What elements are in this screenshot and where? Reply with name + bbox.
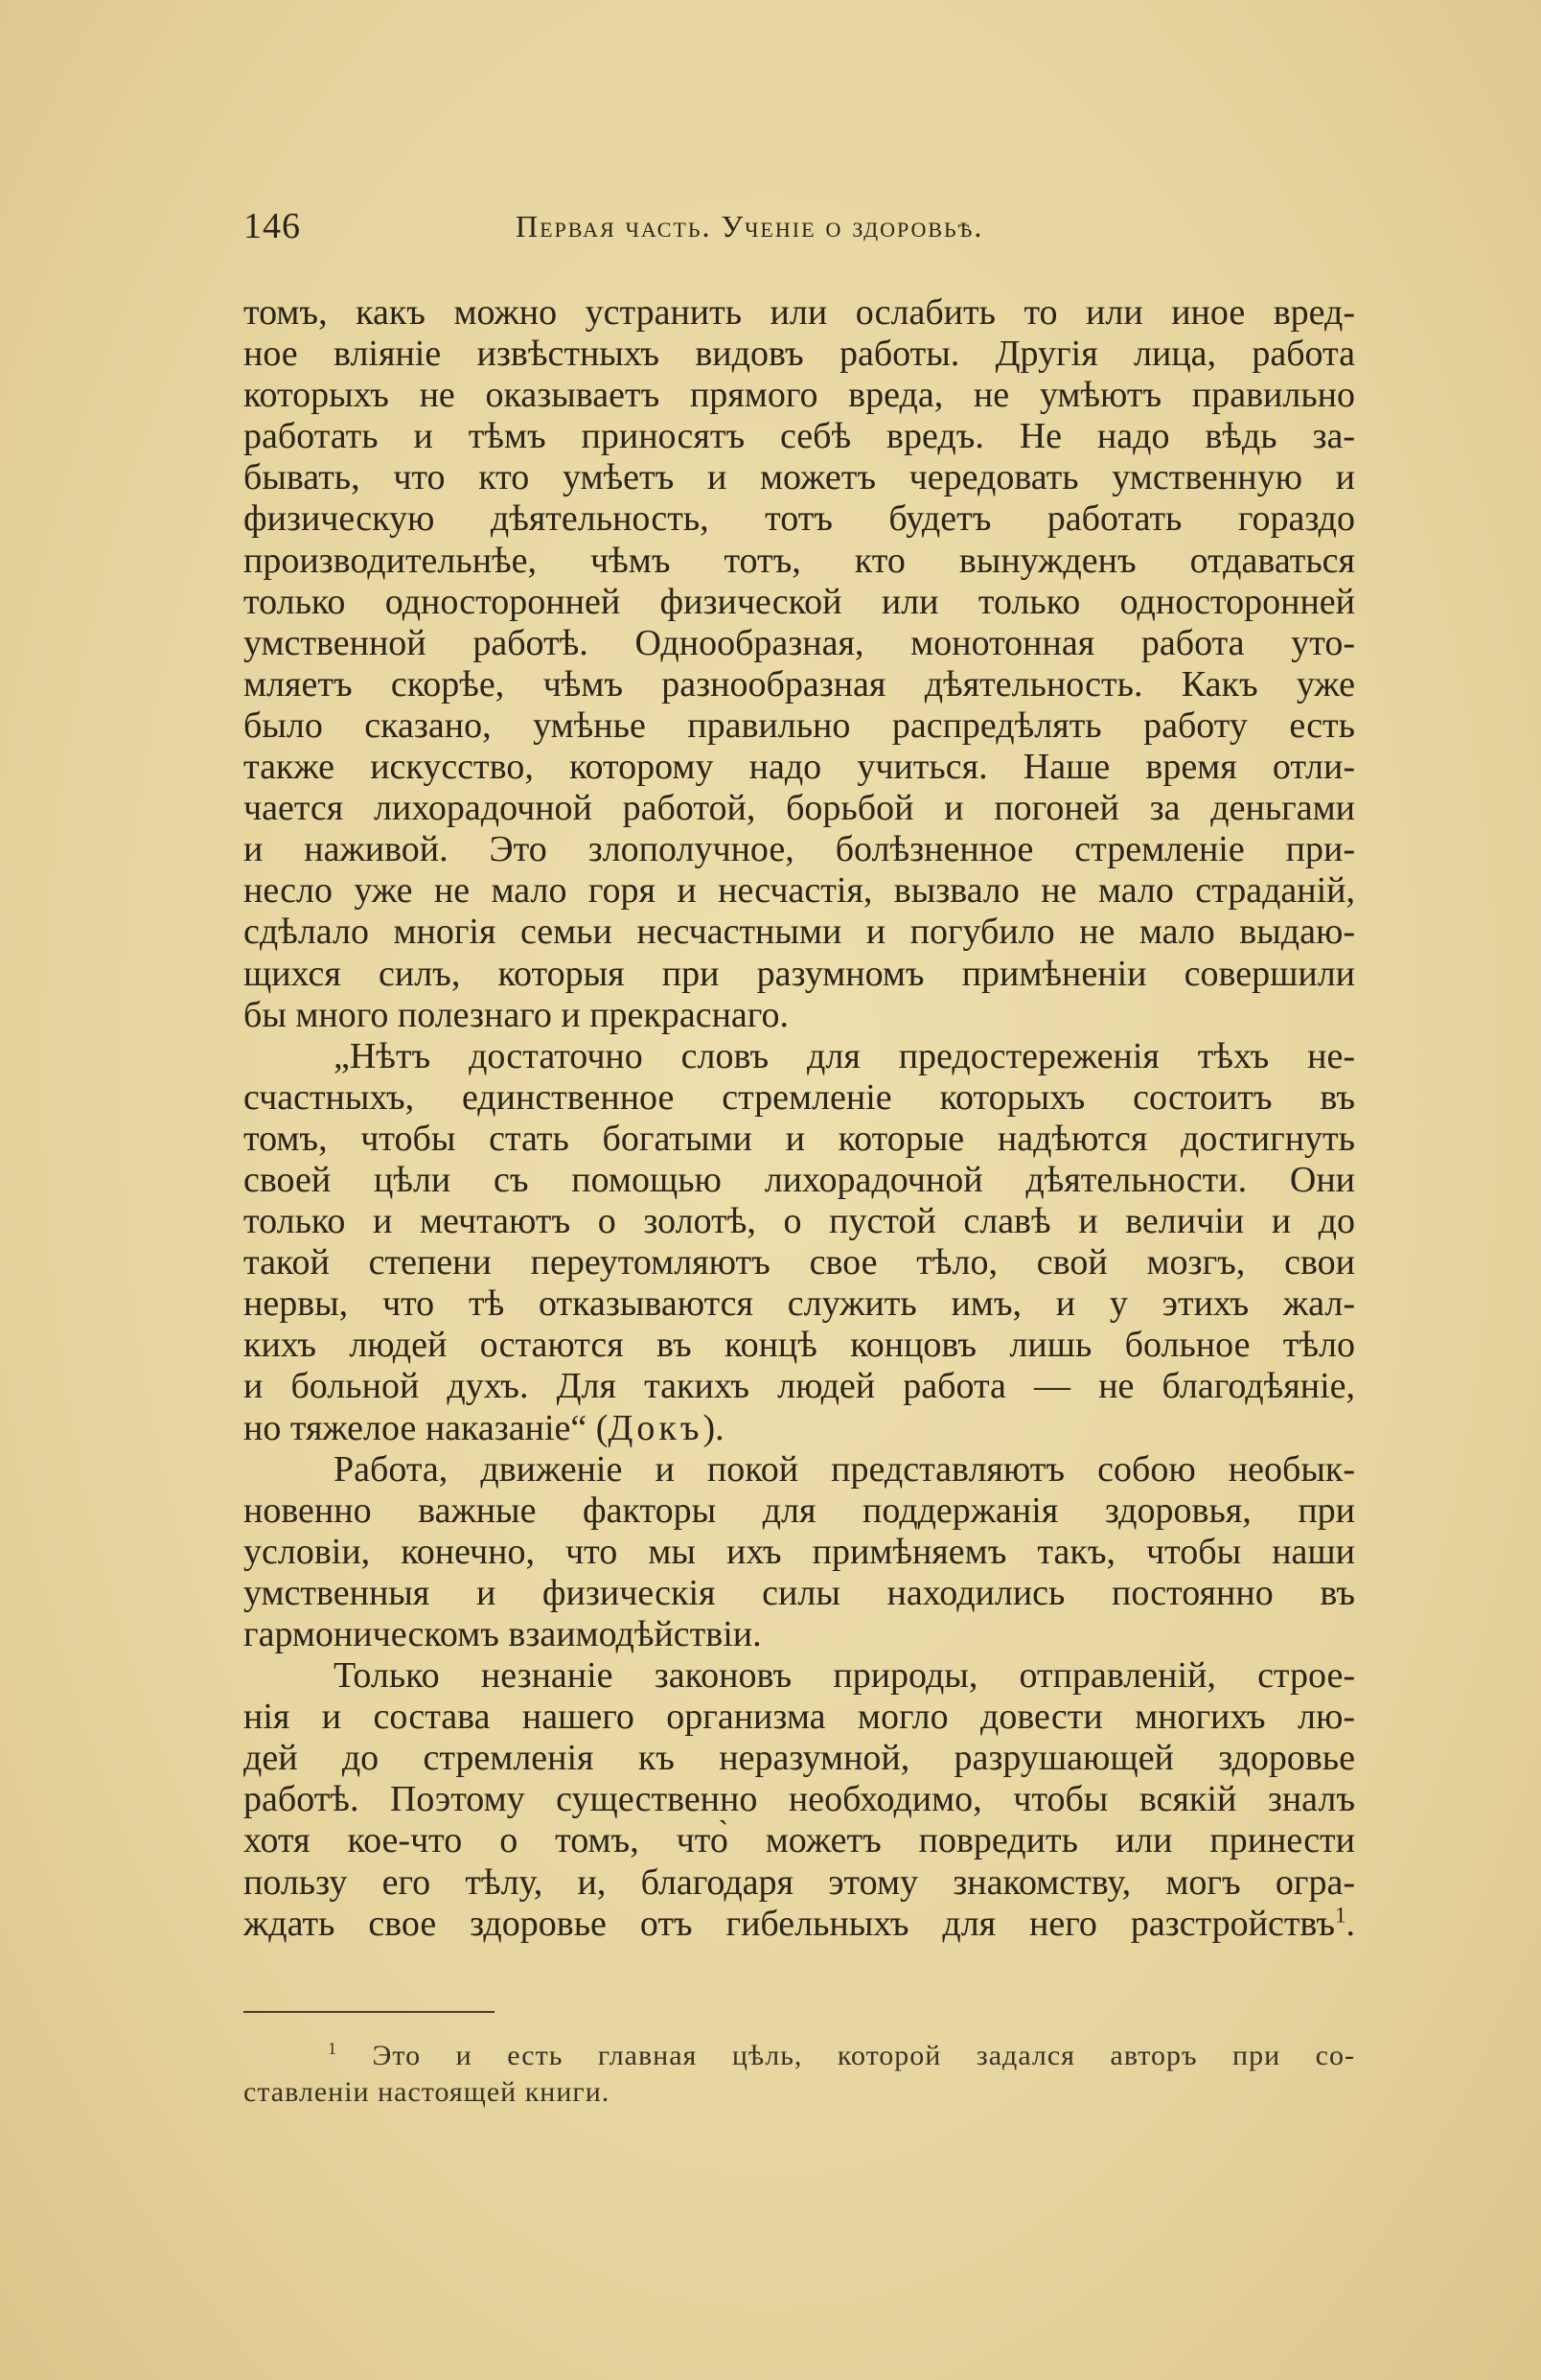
text-line: кихъ людей остаются въ концѣ концовъ лишь больное тѣло — [243, 1325, 1355, 1366]
text-line: такой степени переутомляютъ свое тѣло, свой мозгъ, свои — [243, 1242, 1355, 1283]
footnote-line: ставленіи настоящей книги. — [243, 2076, 610, 2108]
text-line: также искусство, которому надо учиться. Наше время отли- — [243, 747, 1355, 788]
text-line: умственныя и физическія силы находились постоянно въ — [243, 1572, 1355, 1613]
text-line: томъ, какъ можно устранить или ослабить то или иное вред- — [243, 292, 1355, 333]
footnote-marker: 1 — [328, 2039, 337, 2058]
text-line: гармоническомъ взаимодѣйствіи. — [243, 1614, 762, 1654]
quote-author: Докъ — [608, 1407, 703, 1448]
text-line: производительнѣе, чѣмъ тотъ, кто вынужденъ отдаваться — [243, 540, 1355, 581]
text-line: новенно важные факторы для поддержанія здоровья, при — [243, 1490, 1355, 1531]
footnote-line — [243, 2038, 1355, 2074]
text-line: только и мечтаютъ о золотѣ, о пустой славѣ и величіи и до — [243, 1201, 1355, 1242]
text-content: ждать свое здоровье отъ гибельныхъ для него разстройствъ — [243, 1903, 1336, 1944]
text-line: условіи, конечно, что мы ихъ примѣняемъ такъ, чтобы наши — [243, 1531, 1355, 1572]
text-line: Только незнаніе законовъ природы, отправленій, строе- — [334, 1655, 1355, 1697]
text-line: только односторонней физической или только односторонней — [243, 581, 1355, 622]
text-line: счастныхъ, единственное стремленіе которыхъ состоитъ въ — [243, 1076, 1355, 1118]
main-text — [243, 292, 1355, 1945]
sentence-end: . — [1346, 1903, 1355, 1944]
footnote-divider — [243, 2011, 494, 2013]
text-line: и больной духъ. Для такихъ людей работа — не благодѣяніе, — [243, 1366, 1355, 1407]
text-line: физическую дѣятельность, тотъ будетъ работать гораздо — [243, 498, 1355, 540]
text-line: нервы, что тѣ отказываются служить имъ, и у этихъ жал- — [243, 1283, 1355, 1325]
quote-text: но тяжелое наказаніе“ ( — [243, 1407, 609, 1448]
text-line: которыхъ не оказываетъ прямого вреда, не умѣютъ правильно — [243, 375, 1355, 416]
text-line: несло уже не мало горя и несчастія, вызвало не мало страданій, — [243, 870, 1355, 912]
footnote — [243, 2038, 1355, 2111]
text-line: чается лихорадочной работой, борьбой и погоней за деньгами — [243, 788, 1355, 829]
text-line-with-footnote-ref — [243, 1904, 1355, 1945]
text-line: мляетъ скорѣе, чѣмъ разнообразная дѣятельность. Какъ уже — [243, 663, 1355, 705]
page-number: 146 — [243, 206, 301, 246]
text-line: и наживой. Это злополучное, болѣзненное стремленіе при- — [243, 829, 1355, 870]
footnote-text: Это и есть главная цѣль, которой задался авторъ при со- — [372, 2040, 1355, 2071]
text-line: бывать, что кто умѣетъ и можетъ чередовать умственную и — [243, 457, 1355, 498]
text-line: Работа, движеніе и покой представляютъ собою необык- — [334, 1448, 1355, 1490]
running-head — [243, 205, 1355, 253]
text-line: щихся силъ, которыя при разумномъ примѣненіи совершили — [243, 953, 1355, 994]
quote-close: ). — [702, 1407, 724, 1448]
text-line: сдѣлало многія семьи несчастными и погубило не мало выдаю- — [243, 912, 1355, 953]
footnote-reference[interactable]: 1 — [1335, 1903, 1346, 1927]
text-line: было сказано, умѣнье правильно распредѣлять работу есть — [243, 705, 1355, 746]
text-line: дей до стремленія къ неразумной, разрушающей здоровье — [243, 1738, 1355, 1779]
text-line: своей цѣли съ помощью лихорадочной дѣятельности. Они — [243, 1159, 1355, 1200]
quote-closing-line — [243, 1408, 1355, 1449]
text-line: хотя кое-что о томъ, что̀ можетъ повредить или принести — [243, 1820, 1355, 1861]
text-line: ное вліяніе извѣстныхъ видовъ работы. Другія лица, работа — [243, 334, 1355, 375]
running-title: Первая часть. Ученіе о здоровьѣ. — [516, 209, 984, 243]
text-line: томъ, чтобы стать богатыми и которые надѣются достигнуть — [243, 1118, 1355, 1159]
text-line: работѣ. Поэтому существенно необходимо, чтобы всякій зналъ — [243, 1779, 1355, 1820]
text-line: работать и тѣмъ приносятъ себѣ вредъ. Не надо вѣдь за- — [243, 416, 1355, 457]
text-line: нія и состава нашего организма могло довести многихъ лю- — [243, 1697, 1355, 1738]
text-line: бы много полезнаго и прекраснаго. — [243, 994, 789, 1035]
text-line: пользу его тѣлу, и, благодаря этому знакомству, могъ огра- — [243, 1861, 1355, 1903]
text-line: „Нѣтъ достаточно словъ для предостереженія тѣхъ не- — [334, 1035, 1355, 1076]
text-line: умственной работѣ. Однообразная, монотонная работа уто- — [243, 622, 1355, 663]
